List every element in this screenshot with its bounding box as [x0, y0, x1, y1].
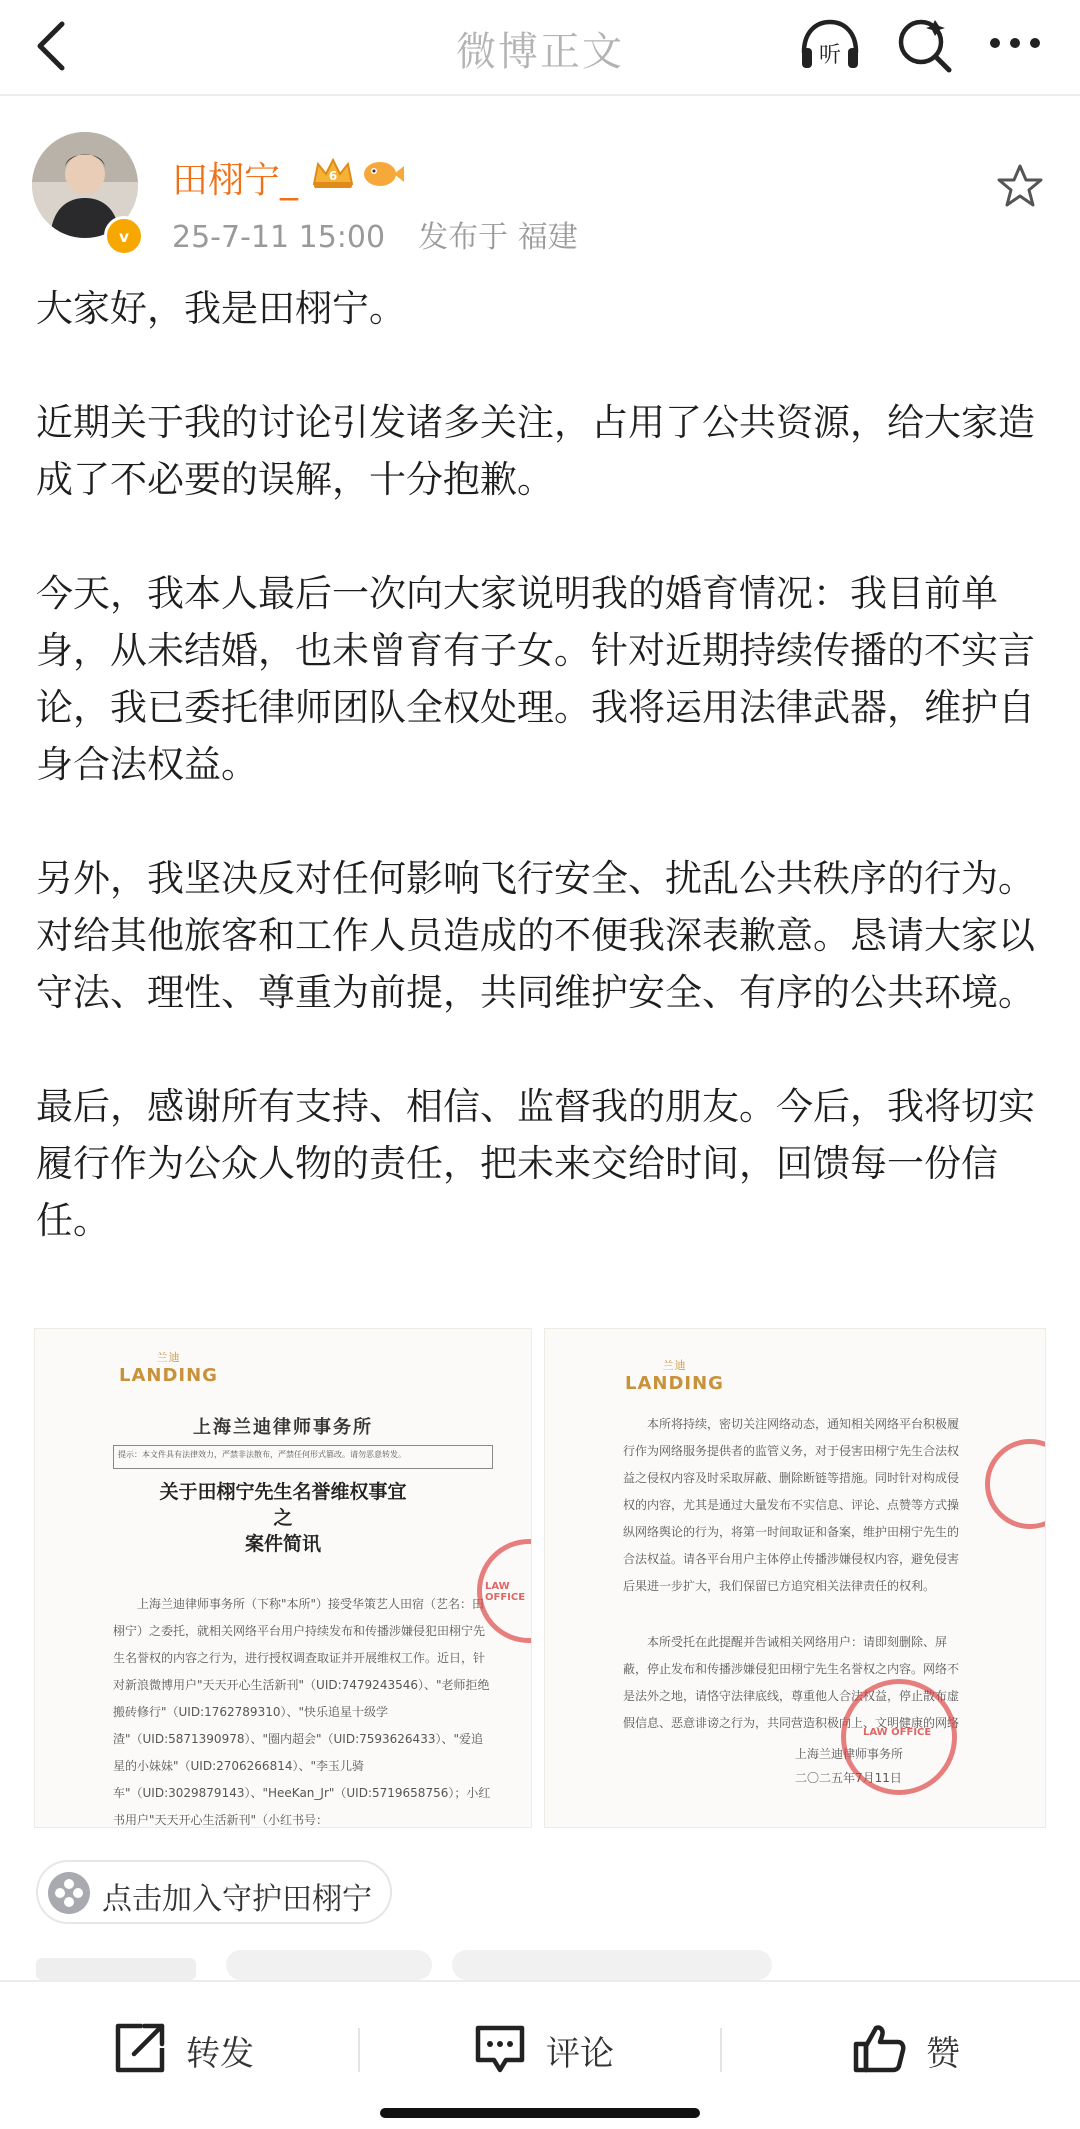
comment-label: 评论: [546, 2034, 614, 2074]
svg-text:6: 6: [328, 169, 338, 183]
faded-placeholder: [36, 1958, 196, 1980]
top-nav-bar: [0, 0, 1080, 90]
doc-body-text: 本所受托在此提醒并告诫相关网络用户：请即刻删除、屏蔽，停止发布和传播涉嫌侵犯田栩宁先生名誉权之内容。网络不是法外之地，请恪守法律底线，尊重他人合法权益，停止散布虚假信息、恶意诽谤之行为，共同营造积极向上、文明健康的网络: [623, 1635, 960, 1730]
verified-badge-icon: [104, 216, 144, 256]
comment-button[interactable]: [472, 2020, 672, 2080]
doc-body-text: 上海兰迪律师事务所（下称"本所"）接受华策艺人田宿（艺名：田栩宁）之委托，就相关网络平台用户持续发布和传播涉嫌侵犯田栩宁先生名誉权的内容之行为，进行授权调查取证并开展维权工作。近日，针对新浪微博用户"天天开心生活新刊"（UID:7479243546）、"老师拒绝搬砖修行"（UID:1762789310）、"快乐追星十级学渣"（UID:5871390978）、"圈内超会"（UID:7593626433）、"爱追星的小妹妹"（UID:2706266814）、"李玉儿骑车"（UID:3029879143）、"HeeKan_Jr"（UID:5719658756）；小红书用户"天天开心生活新刊"（小红书号：: [113, 1597, 491, 1827]
doc-notice-box: 提示：本文件具有法律效力，严禁非法散布，严禁任何形式篡改。请勿恶意转发。: [113, 1445, 493, 1469]
join-guard-button[interactable]: [36, 1860, 392, 1924]
post-timestamp: 25-7-11 15:00: [172, 220, 386, 255]
post-paragraph: 另外，我坚决反对任何影响飞行安全、扰乱公共秩序的行为。对给其他旅客和工作人员造成的不便我深表歉意。恳请大家以守法、理性、尊重为前提，共同维护安全、有序的公共环境。: [36, 857, 1035, 1014]
post-paragraph: 近期关于我的讨论引发诸多关注，占用了公共资源，给大家造成了不必要的误解，十分抱歉。: [36, 401, 1035, 501]
post-paragraph: 最后，感谢所有支持、相信、监督我的朋友。今后，我将切实履行作为公众人物的责任，把未来交给时间，回馈每一份信任。: [36, 1085, 1035, 1242]
comment-icon: [472, 2022, 528, 2074]
doc-title-line: 关于田栩宁先生名誉维权事宜: [159, 1481, 407, 1503]
listen-icon[interactable]: [798, 16, 862, 76]
vip-crown-badge-icon: [310, 154, 356, 192]
repost-label: 转发: [186, 2034, 254, 2074]
doc-title-line: 之: [273, 1507, 293, 1529]
like-label: 赞: [926, 2034, 960, 2074]
page-title: 微博正文: [456, 29, 624, 75]
more-options-icon[interactable]: [985, 18, 1045, 68]
doc-title-line: 案件简讯: [244, 1533, 321, 1555]
faded-chip: [226, 1950, 432, 1980]
lawfirm-name: 上海兰迪律师事务所: [193, 1417, 373, 1438]
repost-button[interactable]: [112, 2020, 312, 2080]
listen-label: 听: [818, 43, 842, 68]
post-paragraph: 大家好，我是田栩宁。: [36, 287, 406, 330]
post-body: [36, 280, 1048, 1249]
nav-divider: [0, 94, 1080, 96]
post-image-lawfirm-notice-page2[interactable]: [544, 1328, 1046, 1828]
guard-flower-icon: [48, 1872, 90, 1914]
thumbs-up-icon: [852, 2022, 908, 2074]
repost-icon: [112, 2022, 168, 2074]
like-button[interactable]: [852, 2020, 1052, 2080]
action-divider: [358, 2028, 360, 2072]
action-divider: [720, 2028, 722, 2072]
favorite-star-icon[interactable]: [996, 162, 1044, 210]
bottom-action-bar: [0, 1980, 1080, 2129]
doc-signature: 上海兰迪律师事务所: [795, 1747, 904, 1761]
seal-text: LAW OFFICE: [863, 1727, 932, 1738]
author-name[interactable]: 田栩宁_: [172, 160, 299, 201]
faded-chip: [452, 1950, 772, 1980]
lawfirm-seal-icon: [985, 1439, 1046, 1529]
post-location: 发布于 福建: [418, 220, 578, 255]
svg-text:v: v: [119, 227, 129, 246]
fan-badge-icon: [360, 154, 404, 192]
lawfirm-logo: 兰迪 LANDING: [119, 1351, 218, 1386]
search-icon[interactable]: [895, 14, 955, 74]
doc-body-text: 本所将持续，密切关注网络动态，通知相关网络平台积极履行作为网络服务提供者的监管义务，对于侵害田栩宁先生合法权益之侵权内容及时采取屏蔽、删除断链等措施。同时针对构成侵权的内容，尤其是通过大量发布不实信息、评论、点赞等方式操纵网络舆论的行为，将第一时间取证和备案，维护田栩宁先生的合法权益。请各平台用户主体停止传播涉嫌侵权内容，避免侵害后果进一步扩大，我们保留已方追究相关法律责任的权利。: [623, 1417, 960, 1593]
lawfirm-logo: 兰迪 LANDING: [625, 1359, 724, 1394]
post-image-lawfirm-notice-page1[interactable]: [34, 1328, 532, 1828]
partially-hidden-row: [0, 1950, 1080, 1980]
doc-date: 二〇二五年7月11日: [795, 1771, 902, 1785]
post-paragraph: 今天，我本人最后一次向大家说明我的婚育情况：我目前单身，从未结婚，也未曾育有子女。针对近期持续传播的不实言论，我已委托律师团队全权处理。我将运用法律武器，维护自身合法权益。: [36, 572, 1035, 786]
join-guard-label: 点击加入守护田栩宁: [102, 1882, 372, 1917]
post-meta: [172, 212, 578, 256]
home-indicator: [380, 2108, 700, 2118]
seal-text: LAW OFFICE: [485, 1581, 526, 1603]
